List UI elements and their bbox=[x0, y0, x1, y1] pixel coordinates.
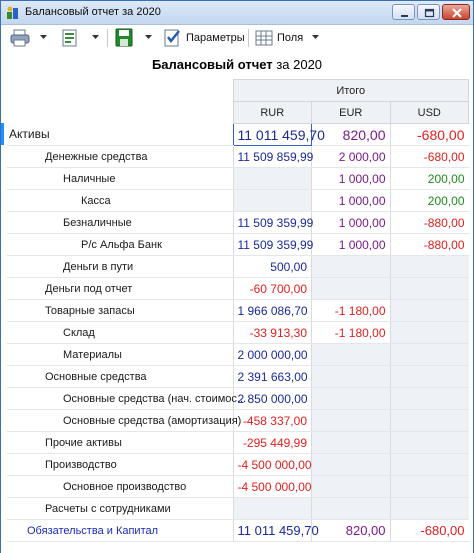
row-label: Наличные bbox=[7, 168, 233, 190]
cell-usd[interactable] bbox=[390, 388, 469, 410]
row-label: Прочие активы bbox=[7, 432, 233, 454]
cell-usd[interactable]: -880,00 bbox=[390, 212, 469, 234]
table-row[interactable] bbox=[7, 432, 469, 454]
print-icon bbox=[9, 28, 31, 48]
export-icon bbox=[59, 28, 81, 48]
cell-rur[interactable]: 11 509 359,99 bbox=[233, 212, 312, 234]
cell-eur[interactable]: -1 180,00 bbox=[312, 300, 391, 322]
cell-eur[interactable] bbox=[312, 344, 391, 366]
table-row[interactable] bbox=[7, 344, 469, 366]
row-label: Расчеты с сотрудниками bbox=[7, 498, 233, 520]
cell-eur[interactable] bbox=[312, 366, 391, 388]
cell-eur[interactable]: 1 000,00 bbox=[312, 234, 391, 256]
table-row[interactable] bbox=[7, 256, 469, 278]
report-title-period: за 2020 bbox=[276, 57, 323, 72]
cell-usd[interactable]: -880,00 bbox=[390, 234, 469, 256]
balance-table bbox=[7, 79, 469, 542]
cell-eur[interactable]: 820,00 bbox=[312, 124, 391, 146]
parameters-icon bbox=[163, 28, 183, 48]
table-row[interactable] bbox=[7, 498, 469, 520]
cell-usd[interactable]: -680,00 bbox=[390, 146, 469, 168]
table-row[interactable] bbox=[7, 476, 469, 498]
table-row[interactable] bbox=[7, 300, 469, 322]
cell-usd[interactable]: 200,00 bbox=[390, 190, 469, 212]
cell-rur[interactable]: 2 000 000,00 bbox=[233, 344, 312, 366]
cell-rur[interactable]: -4 500 000,00 bbox=[233, 454, 312, 476]
row-label: Основные средства (амортизация) bbox=[7, 410, 233, 432]
table-row[interactable] bbox=[7, 322, 469, 344]
row-label: Склад bbox=[7, 322, 233, 344]
report-area bbox=[1, 51, 473, 553]
cell-rur[interactable]: 11 011 459,70 bbox=[233, 124, 312, 146]
row-label: Деньги под отчет bbox=[7, 278, 233, 300]
table-row[interactable] bbox=[7, 168, 469, 190]
header-total-group[interactable]: Итого bbox=[233, 80, 469, 102]
save-icon bbox=[113, 28, 135, 48]
column-header-eur[interactable]: EUR bbox=[312, 102, 391, 124]
maximize-icon bbox=[418, 5, 441, 21]
cell-eur[interactable]: 1 000,00 bbox=[312, 212, 391, 234]
save-button[interactable] bbox=[113, 26, 135, 50]
total-row[interactable] bbox=[7, 520, 469, 542]
fields-button[interactable] bbox=[254, 26, 303, 50]
export-dropdown-arrow[interactable] bbox=[91, 25, 99, 49]
parameters-label: Параметры bbox=[186, 32, 245, 44]
cell-rur[interactable] bbox=[233, 190, 312, 212]
row-label: Основное производство bbox=[7, 476, 233, 498]
cell-rur[interactable]: 1 966 086,70 bbox=[233, 300, 312, 322]
row-label: Р/с Альфа Банк bbox=[7, 234, 233, 256]
cell-usd[interactable] bbox=[390, 344, 469, 366]
close-icon bbox=[443, 5, 471, 21]
table-row[interactable] bbox=[7, 146, 469, 168]
table-row[interactable] bbox=[7, 234, 469, 256]
cell-eur[interactable]: 2 000,00 bbox=[312, 146, 391, 168]
cell-eur[interactable]: 1 000,00 bbox=[312, 190, 391, 212]
cell-rur[interactable] bbox=[233, 168, 312, 190]
fields-dropdown-arrow[interactable] bbox=[311, 25, 319, 49]
cell-eur[interactable] bbox=[312, 256, 391, 278]
chevron-down-icon bbox=[145, 35, 152, 39]
row-label: Производство bbox=[7, 454, 233, 476]
cell-usd[interactable] bbox=[390, 410, 469, 432]
cell-eur[interactable] bbox=[312, 278, 391, 300]
close-button[interactable] bbox=[442, 4, 470, 20]
header-blank bbox=[7, 80, 233, 102]
total-cell-rur[interactable]: 11 011 459,70 bbox=[233, 520, 312, 542]
cell-rur[interactable] bbox=[233, 498, 312, 520]
cell-rur[interactable]: 2 850 000,00 bbox=[233, 388, 312, 410]
cell-usd[interactable] bbox=[390, 454, 469, 476]
cell-rur[interactable]: 2 391 663,00 bbox=[233, 366, 312, 388]
print-dropdown-arrow[interactable] bbox=[39, 25, 47, 49]
chevron-down-icon bbox=[92, 35, 99, 39]
row-label: Товарные запасы bbox=[7, 300, 233, 322]
table-row[interactable] bbox=[7, 212, 469, 234]
table-row[interactable] bbox=[7, 124, 469, 146]
chevron-down-icon bbox=[40, 35, 47, 39]
cell-usd[interactable]: 200,00 bbox=[390, 168, 469, 190]
row-label: Деньги в пути bbox=[7, 256, 233, 278]
cell-usd[interactable] bbox=[390, 432, 469, 454]
chevron-down-icon bbox=[312, 35, 319, 39]
row-label: Активы bbox=[7, 124, 233, 146]
cell-rur[interactable]: -33 913,30 bbox=[233, 322, 312, 344]
cell-eur[interactable] bbox=[312, 388, 391, 410]
cell-usd[interactable] bbox=[390, 498, 469, 520]
cell-eur[interactable] bbox=[312, 476, 391, 498]
table-row[interactable] bbox=[7, 410, 469, 432]
cell-usd[interactable] bbox=[390, 366, 469, 388]
header-blank bbox=[7, 102, 233, 124]
cell-rur[interactable]: -295 449,99 bbox=[233, 432, 312, 454]
report-title bbox=[1, 57, 473, 72]
maximize-button[interactable] bbox=[417, 4, 440, 20]
cell-rur[interactable]: 500,00 bbox=[233, 256, 312, 278]
cell-eur[interactable] bbox=[312, 454, 391, 476]
cell-usd[interactable] bbox=[390, 322, 469, 344]
fields-label: Поля bbox=[277, 32, 304, 44]
cell-rur[interactable]: -4 500 000,00 bbox=[233, 476, 312, 498]
column-header-usd[interactable]: USD bbox=[390, 102, 469, 124]
total-label: Обязательства и Капитал bbox=[7, 520, 233, 542]
cell-usd[interactable] bbox=[390, 278, 469, 300]
export-button[interactable] bbox=[59, 26, 81, 50]
cell-rur[interactable]: -458 337,00 bbox=[233, 410, 312, 432]
header-columns-row bbox=[7, 102, 469, 124]
table-row[interactable] bbox=[7, 366, 469, 388]
row-label: Основные средства bbox=[7, 366, 233, 388]
window-title: Балансовый отчет за 2020 bbox=[25, 6, 161, 18]
cell-rur[interactable]: -60 700,00 bbox=[233, 278, 312, 300]
toolbar-separator bbox=[248, 29, 249, 47]
row-label: Касса bbox=[7, 190, 233, 212]
table-row[interactable] bbox=[7, 454, 469, 476]
cell-usd[interactable] bbox=[390, 300, 469, 322]
row-label: Основные средства (нач. стоимос... bbox=[7, 388, 233, 410]
print-button[interactable] bbox=[9, 26, 31, 50]
row-label: Материалы bbox=[7, 344, 233, 366]
cell-eur[interactable]: -1 180,00 bbox=[312, 322, 391, 344]
total-cell-usd[interactable]: -680,00 bbox=[390, 520, 469, 542]
toolbar bbox=[1, 25, 473, 51]
cell-eur[interactable] bbox=[312, 498, 391, 520]
total-cell-eur[interactable]: 820,00 bbox=[312, 520, 391, 542]
column-header-rur[interactable]: RUR bbox=[233, 102, 312, 124]
report-title-main: Балансовый отчет bbox=[151, 57, 273, 72]
row-label: Безналичные bbox=[7, 212, 233, 234]
cell-eur[interactable] bbox=[312, 410, 391, 432]
parameters-button[interactable] bbox=[163, 26, 245, 50]
header-group-row bbox=[7, 80, 469, 102]
table-row[interactable] bbox=[7, 190, 469, 212]
title-bar bbox=[1, 1, 473, 25]
cell-usd[interactable] bbox=[390, 476, 469, 498]
current-row-marker bbox=[1, 123, 4, 145]
cell-usd[interactable]: -680,00 bbox=[390, 124, 469, 146]
fields-icon bbox=[254, 28, 274, 48]
cell-eur[interactable] bbox=[312, 432, 391, 454]
cell-eur[interactable]: 1 000,00 bbox=[312, 168, 391, 190]
minimize-icon bbox=[393, 5, 416, 21]
toolbar-separator bbox=[107, 29, 108, 47]
table-row[interactable] bbox=[7, 388, 469, 410]
app-icon bbox=[6, 6, 20, 20]
table-row[interactable] bbox=[7, 278, 469, 300]
cell-usd[interactable] bbox=[390, 256, 469, 278]
row-label: Денежные средства bbox=[7, 146, 233, 168]
cell-rur[interactable]: 11 509 859,99 bbox=[233, 146, 312, 168]
cell-rur[interactable]: 11 509 359,99 bbox=[233, 234, 312, 256]
save-dropdown-arrow[interactable] bbox=[144, 25, 152, 49]
minimize-button[interactable] bbox=[392, 4, 415, 20]
